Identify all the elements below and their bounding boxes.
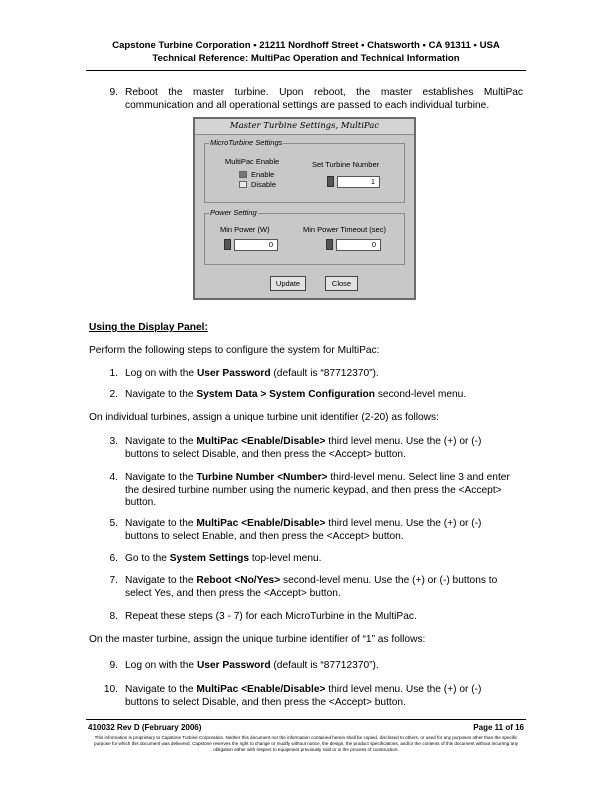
min-power-spinner[interactable]	[224, 239, 231, 250]
step-number: 3.	[109, 436, 118, 447]
enable-option-label: Enable	[251, 170, 275, 179]
step-text: Navigate to the Reboot <No/Yes> second-level menu. Use the (+) or (-) buttons to select Yes, and then press the <Accept> button.	[125, 575, 498, 599]
update-button[interactable]: Update	[270, 276, 306, 291]
step-text: Navigate to the MultiPac <Enable/Disable> third level menu. Use the (+) or (-) buttons to select Disable, and then press the <Accept> button.	[125, 436, 482, 460]
step-number: 7.	[109, 575, 118, 586]
disable-radio[interactable]	[239, 181, 247, 188]
step-number: 6.	[109, 553, 118, 564]
individual-intro: On individual turbines, assign a unique turbine unit identifier (2-20) as follows:	[89, 412, 439, 423]
close-button[interactable]: Close	[325, 276, 358, 291]
turbine-number-spinner[interactable]	[327, 176, 334, 187]
min-power-timeout-label: Min Power Timeout (sec)	[303, 225, 386, 234]
min-power-timeout-field[interactable]: 0	[336, 239, 381, 251]
microturbine-settings-group	[204, 138, 405, 203]
step-number: 9.	[109, 87, 118, 98]
step-number: 5.	[109, 518, 118, 529]
step-number: 1.	[109, 368, 118, 379]
multipac-enable-label: MultiPac Enable	[225, 157, 280, 166]
step-text: Reboot the master turbine. Upon reboot, the master establishes MultiPac communication and all operational settings are passed to each individual turbine.	[125, 87, 523, 111]
section-heading: Using the Display Panel:	[89, 322, 208, 333]
group-label: Power Setting	[210, 208, 257, 217]
step-text: Repeat these steps (3 - 7) for each MicroTurbine in the MultiPac.	[125, 611, 417, 622]
step-text: Navigate to the System Data > System Configuration second-level menu.	[125, 389, 467, 400]
step-number: 9.	[109, 660, 118, 671]
footer-disclaimer: This information is proprietary to Capstone Turbine Corporation. Neither this document nor the information contained herein shall be copied, disclosed to others, or used for any purposes other than the specific purpose for which this document was delivered. Capstone reserves the right to change or modify without notice, the design, the product specifications, and/or the contents of this document without incurring any obligation either with respect to equipment previously sold or in the process of construction.	[94, 735, 518, 753]
set-turbine-number-label: Set Turbine Number	[312, 160, 380, 169]
min-power-field[interactable]: 0	[234, 239, 278, 251]
header-subtitle: Technical Reference: MultiPac Operation and Technical Information	[152, 53, 460, 64]
footer-page-number: Page 11 of 16	[473, 723, 524, 732]
header-address: Capstone Turbine Corporation • 21211 Nordhoff Street • Chatsworth • CA 91311 • USA	[112, 40, 500, 51]
page-header	[0, 39, 612, 65]
min-power-timeout-spinner[interactable]	[326, 239, 333, 250]
power-setting-group	[204, 208, 405, 265]
step-text: Log on with the User Password (default is “87712370”).	[125, 660, 379, 671]
group-label: MicroTurbine Settings	[210, 138, 283, 147]
step-text: Navigate to the MultiPac <Enable/Disable> third level menu. Use the (+) or (-) buttons to select Disable, and then press the <Accept> button.	[125, 684, 482, 708]
turbine-number-field[interactable]: 1	[337, 176, 380, 188]
footer-divider	[86, 719, 526, 720]
master-turbine-settings-dialog	[193, 117, 416, 300]
header-divider	[86, 70, 526, 71]
min-power-label: Min Power (W)	[220, 225, 270, 234]
master-intro: On the master turbine, assign the unique turbine identifier of “1” as follows:	[89, 634, 426, 645]
intro-paragraph: Perform the following steps to configure the system for MultiPac:	[89, 345, 380, 356]
dialog-title: Master Turbine Settings, MultiPac	[195, 119, 414, 135]
step-text: Navigate to the Turbine Number <Number> third-level menu. Select line 3 and enter the desired turbine number using the numeric keypad, and then press the <Accept> button.	[125, 472, 510, 509]
step-text: Log on with the User Password (default is “87712370”).	[125, 368, 379, 379]
step-number: 10.	[103, 684, 118, 695]
step-text: Go to the System Settings top-level menu.	[125, 553, 322, 564]
footer-doc-id: 410032 Rev D (February 2006)	[88, 723, 202, 732]
disable-option-label: Disable	[251, 180, 277, 189]
enable-radio[interactable]	[239, 171, 247, 178]
step-number: 8.	[109, 611, 118, 622]
step-text: Navigate to the MultiPac <Enable/Disable> third level menu. Use the (+) or (-) buttons to select Enable, and then press the <Accept> button.	[125, 518, 482, 542]
step-number: 2.	[109, 389, 118, 400]
step-number: 4.	[109, 472, 118, 483]
